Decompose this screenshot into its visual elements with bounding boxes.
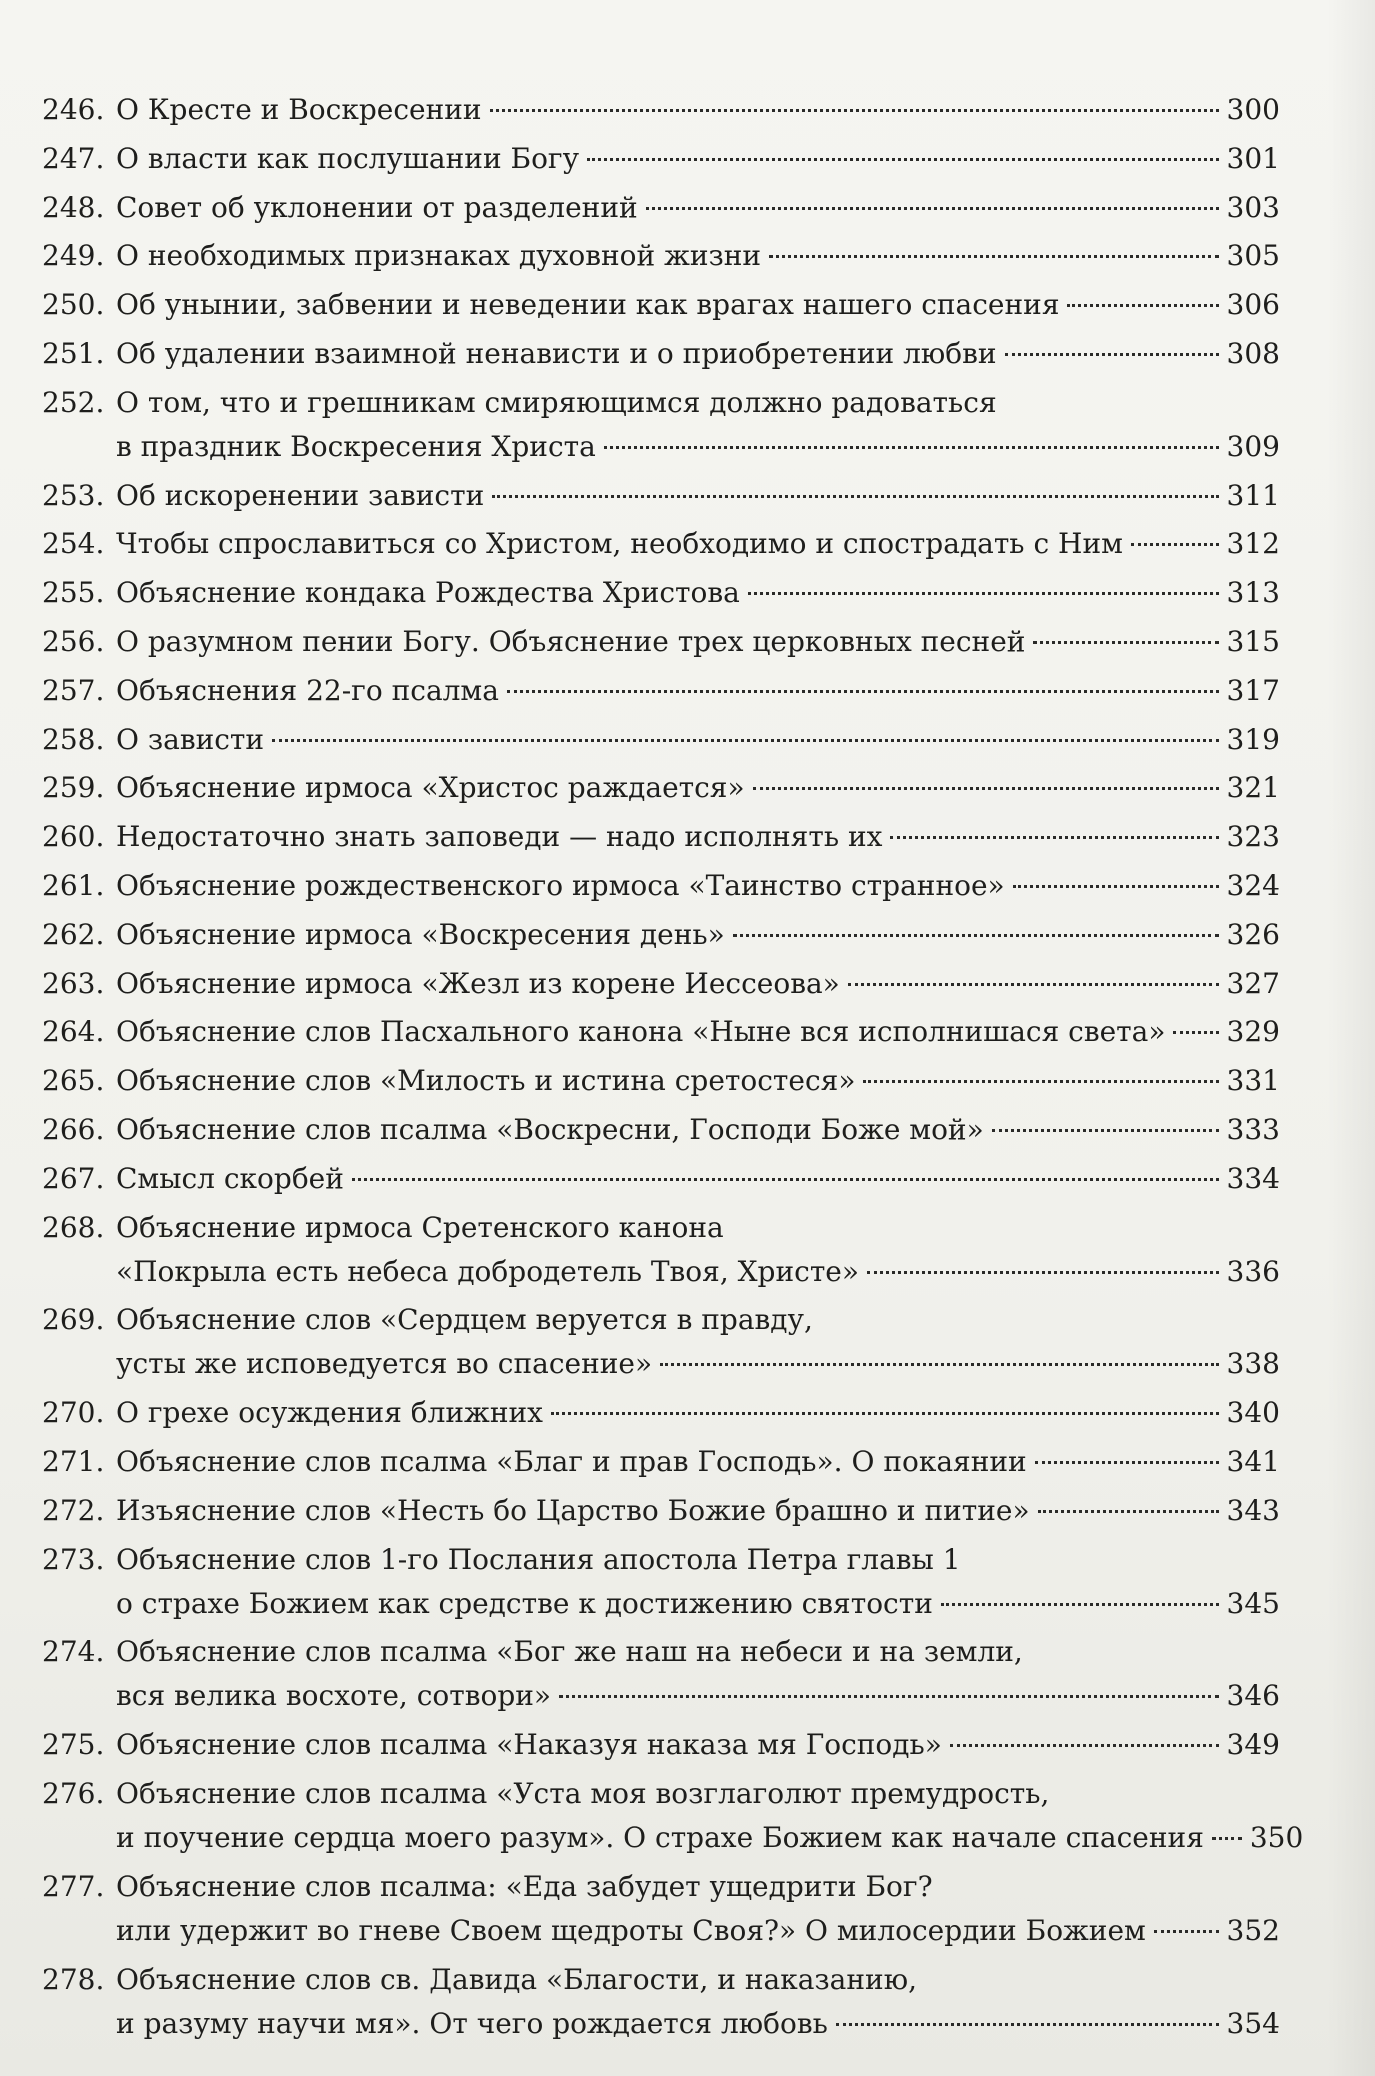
entry-page-number: 305 [1226, 239, 1280, 273]
entry-body [102, 669, 1280, 713]
entry-number: 259. [42, 771, 105, 805]
toc-entry [42, 620, 1280, 664]
entry-title-line: О власти как послушании Богу [116, 141, 580, 175]
entry-page-number: 311 [1226, 478, 1280, 512]
entry-title-line: «Покрыла есть небеса добродетель Твоя, Христе» [116, 1254, 860, 1288]
entry-body [102, 137, 1280, 181]
dot-leader [867, 1271, 1219, 1274]
entry-title-line: О грехе осуждения ближних [116, 1396, 543, 1430]
dot-leader [748, 592, 1219, 595]
toc-entry [42, 1538, 1280, 1626]
entry-body [102, 1865, 1280, 1953]
dot-leader [551, 1412, 1219, 1415]
toc-entry [42, 1958, 1280, 2046]
entry-title-line: Объяснение кондака Рождества Христова [116, 576, 740, 610]
entry-number: 277. [42, 1869, 105, 1903]
entry-body [102, 1059, 1280, 1103]
entry-page-number: 350 [1249, 1820, 1304, 1854]
entry-last-line [116, 620, 1280, 664]
entry-number: 261. [42, 868, 105, 902]
entry-body [102, 1440, 1280, 1484]
dot-leader [1033, 641, 1218, 644]
entry-title-line: Недостаточно знать заповеди — надо исполнять их [116, 820, 883, 854]
toc-entry [42, 815, 1280, 859]
entry-page-number: 349 [1226, 1728, 1280, 1762]
entry-last-line [116, 186, 1280, 230]
toc-entry [42, 1391, 1280, 1435]
entry-number: 262. [42, 917, 105, 951]
entry-last-line [116, 522, 1280, 566]
entry-number: 272. [42, 1493, 105, 1527]
entry-title-line: Об искоренении зависти [116, 478, 485, 512]
entry-page-number: 306 [1226, 288, 1280, 322]
dot-leader [890, 836, 1218, 839]
entry-body [102, 381, 1280, 469]
entry-page-number: 354 [1226, 2006, 1280, 2040]
dot-leader [1212, 1837, 1242, 1840]
entry-body [102, 474, 1280, 518]
entry-body [102, 186, 1280, 230]
entry-body [102, 1206, 1280, 1294]
entry-number: 269. [42, 1303, 105, 1337]
entry-body [102, 1958, 1280, 2046]
entry-title-line: Объяснение слов «Милость и истина сретостеся» [116, 1064, 856, 1098]
entry-number: 268. [42, 1210, 105, 1244]
toc-entry [42, 571, 1280, 615]
entry-number: 260. [42, 820, 105, 854]
entry-number: 266. [42, 1112, 105, 1146]
entry-body [102, 1723, 1280, 1767]
entry-title-line: Объяснения 22-го псалма [116, 673, 499, 707]
dot-leader [863, 1080, 1218, 1083]
entry-title-line: Объяснение ирмоса Сретенского канона [116, 1210, 724, 1244]
entry-page-number: 341 [1226, 1444, 1280, 1478]
entry-page-number: 321 [1226, 771, 1280, 805]
dot-leader [848, 983, 1219, 986]
dot-leader [490, 109, 1219, 112]
entry-number: 252. [42, 385, 105, 419]
entry-last-line [116, 1674, 1280, 1718]
toc-entry [42, 1489, 1280, 1533]
entry-page-number: 346 [1226, 1679, 1280, 1713]
entry-page-number: 336 [1226, 1254, 1280, 1288]
entry-title-line: Объяснение ирмоса «Воскресения день» [116, 917, 725, 951]
entry-last-line [116, 1059, 1280, 1103]
entry-title-line: Объяснение слов псалма «Уста моя возглаголют премудрость, [116, 1776, 1050, 1810]
entry-number: 263. [42, 966, 105, 1000]
dot-leader [1005, 353, 1219, 356]
toc-entry [42, 381, 1280, 469]
toc-entry [42, 1630, 1280, 1718]
entry-number: 273. [42, 1542, 105, 1576]
toc-entry [42, 522, 1280, 566]
entry-body [102, 1391, 1280, 1435]
entry-number: 257. [42, 673, 105, 707]
dot-leader [941, 1603, 1219, 1606]
entry-body [102, 1772, 1304, 1860]
toc-entry [42, 1059, 1280, 1103]
entry-title-line: Объяснение слов «Сердцем веруется в правду, [116, 1303, 813, 1337]
entry-last-line [116, 962, 1280, 1006]
entry-body [102, 522, 1280, 566]
toc-entry [42, 913, 1280, 957]
entry-last-line [116, 1489, 1280, 1533]
toc-entry [42, 1723, 1280, 1767]
entry-title-line: в праздник Воскресения Христа [116, 429, 596, 463]
dot-leader [507, 690, 1219, 693]
entry-body [102, 913, 1280, 957]
entry-page-number: 308 [1226, 336, 1280, 370]
entry-last-line [116, 2002, 1280, 2046]
table-of-contents [42, 88, 1304, 2050]
entry-title-line: или удержит во гневе Своем щедроты Своя?» О милосердии Божием [116, 1913, 1146, 1947]
entry-number: 274. [42, 1635, 105, 1669]
entry-body [102, 1010, 1280, 1054]
entry-title-line: Об удалении взаимной ненависти и о приобретении любви [116, 336, 997, 370]
entry-body [102, 1298, 1280, 1386]
dot-leader [559, 1695, 1218, 1698]
entry-number: 270. [42, 1396, 105, 1430]
entry-title-line: Изъяснение слов «Несть бо Царство Божие брашно и питие» [116, 1493, 1030, 1527]
entry-last-line [116, 864, 1280, 908]
entry-last-line [116, 1108, 1280, 1152]
dot-leader [1131, 543, 1219, 546]
toc-entry [42, 137, 1280, 181]
entry-body [102, 1489, 1280, 1533]
entry-title-line: усты же исповедуется во спасение» [116, 1347, 653, 1381]
toc-entry [42, 186, 1280, 230]
entry-last-line [116, 332, 1280, 376]
toc-entry [42, 718, 1280, 762]
entry-title-line: о страхе Божием как средстве к достижению святости [116, 1586, 933, 1620]
entry-title-line: и поучение сердца моего разум». О страхе Божием как начале спасения [116, 1820, 1204, 1854]
entry-title-line: О том, что и грешникам смиряющимся должно радоваться [116, 385, 997, 419]
entry-page-number: 352 [1226, 1913, 1280, 1947]
entry-body [102, 571, 1280, 615]
entry-last-line [116, 234, 1280, 278]
page-edge-shadow [1327, 0, 1375, 2076]
entry-title-line: Объяснение слов Пасхального канона «Ныне вся исполнишася света» [116, 1015, 1166, 1049]
entry-last-line [116, 1440, 1280, 1484]
entry-title-line: Объяснение слов св. Давида «Благости, и наказанию, [116, 1962, 917, 1996]
entry-number: 264. [42, 1015, 105, 1049]
toc-entry [42, 474, 1280, 518]
entry-last-line [116, 88, 1280, 132]
entry-body [102, 620, 1280, 664]
entry-title-line: О разумном пении Богу. Объяснение трех церковных песней [116, 624, 1026, 658]
entry-page-number: 329 [1226, 1015, 1280, 1049]
dot-leader [660, 1363, 1218, 1366]
toc-entry [42, 1298, 1280, 1386]
toc-entry [42, 1108, 1280, 1152]
entry-title-line: О Кресте и Воскресении [116, 93, 482, 126]
toc-entry [42, 1010, 1280, 1054]
entry-page-number: 327 [1226, 966, 1280, 1000]
toc-entry [42, 1440, 1280, 1484]
entry-number: 251. [42, 336, 105, 370]
entry-body [102, 864, 1280, 908]
entry-title-line: Совет об уклонении от разделений [116, 190, 638, 224]
dot-leader [1038, 1510, 1219, 1513]
dot-leader [587, 158, 1218, 161]
entry-body [102, 766, 1280, 810]
entry-title-line: Объяснение слов 1-го Послания апостола Петра главы 1 [116, 1542, 961, 1576]
toc-entry [42, 864, 1280, 908]
entry-body [102, 332, 1280, 376]
entry-last-line [116, 1909, 1280, 1953]
entry-body [102, 88, 1280, 132]
entry-number: 276. [42, 1776, 105, 1810]
entry-last-line [116, 1250, 1280, 1294]
entry-body [102, 718, 1280, 762]
entry-body [102, 962, 1280, 1006]
entry-title-line: Смысл скорбей [116, 1161, 344, 1195]
entry-page-number: 309 [1226, 429, 1280, 463]
dot-leader [1173, 1031, 1218, 1034]
entry-last-line [116, 1157, 1280, 1201]
entry-title-line: Объяснение рождественского ирмоса «Таинство странное» [116, 868, 1005, 902]
entry-body [102, 234, 1280, 278]
entry-title-line: и разуму научи мя». От чего рождается любовь [116, 2006, 828, 2040]
toc-entry [42, 283, 1280, 327]
entry-body [102, 815, 1280, 859]
entry-number: 265. [42, 1064, 105, 1098]
toc-entry [42, 669, 1280, 713]
entry-page-number: 334 [1226, 1161, 1280, 1195]
entry-last-line [116, 283, 1280, 327]
entry-page-number: 315 [1226, 624, 1280, 658]
entry-number: 248. [42, 190, 105, 224]
dot-leader [1067, 304, 1218, 307]
entry-body [102, 1630, 1280, 1718]
dot-leader [836, 2023, 1219, 2026]
entry-last-line [116, 137, 1280, 181]
entry-page-number: 312 [1226, 527, 1280, 561]
dot-leader [352, 1178, 1219, 1181]
dot-leader [950, 1744, 1219, 1747]
entry-title-line: Чтобы спрославиться со Христом, необходимо и спострадать с Ним [116, 527, 1123, 561]
entry-title-line: О зависти [116, 722, 265, 756]
entry-number: 258. [42, 722, 105, 756]
toc-entry [42, 234, 1280, 278]
entry-last-line [116, 1723, 1280, 1767]
entry-number: 256. [42, 624, 105, 658]
entry-page-number: 317 [1226, 673, 1280, 707]
entry-page-number: 324 [1226, 868, 1280, 902]
entry-body [102, 1538, 1280, 1626]
dot-leader [1013, 885, 1219, 888]
entry-title-line: О необходимых признаках духовной жизни [116, 239, 762, 273]
toc-entry [42, 1772, 1304, 1860]
entry-number: 255. [42, 576, 105, 610]
entry-last-line [116, 1010, 1280, 1054]
entry-last-line [116, 718, 1280, 762]
entry-title-line: Объяснение ирмоса «Жезл из корене Иессеова» [116, 966, 840, 1000]
entry-title-line: вся велика восхоте, сотвори» [116, 1679, 552, 1713]
entry-number: 253. [42, 478, 105, 512]
entry-title-line: Объяснение слов псалма «Наказуя наказа мя Господь» [116, 1728, 942, 1762]
toc-entry [42, 332, 1280, 376]
entry-number: 271. [42, 1444, 105, 1478]
entry-number: 249. [42, 239, 105, 273]
dot-leader [646, 207, 1219, 210]
entry-page-number: 319 [1226, 722, 1280, 756]
entry-last-line [116, 913, 1280, 957]
toc-entry [42, 88, 1280, 132]
entry-last-line [116, 1816, 1304, 1860]
toc-entry [42, 962, 1280, 1006]
entry-title-line: Объяснение слов псалма «Благ и прав Господь». О покаянии [116, 1444, 1027, 1478]
entry-page-number: 323 [1226, 820, 1280, 854]
dot-leader [1154, 1930, 1219, 1933]
entry-title-line: Объяснение слов псалма «Воскресни, Господи Боже мой» [116, 1112, 984, 1146]
entry-page-number: 345 [1226, 1586, 1280, 1620]
entry-last-line [116, 425, 1280, 469]
entry-last-line [116, 669, 1280, 713]
entry-number: 278. [42, 1962, 105, 1996]
entry-page-number: 343 [1226, 1493, 1280, 1527]
entry-last-line [116, 815, 1280, 859]
entry-number: 254. [42, 527, 105, 561]
dot-leader [1035, 1461, 1219, 1464]
entry-number: 275. [42, 1728, 105, 1762]
entry-page-number: 313 [1226, 576, 1280, 610]
entry-page-number: 301 [1226, 141, 1280, 175]
entry-page-number: 333 [1226, 1112, 1280, 1146]
entry-title-line: Объяснение ирмоса «Христос раждается» [116, 771, 745, 805]
entry-last-line [116, 1391, 1280, 1435]
entry-last-line [116, 766, 1280, 810]
entry-title-line: Объяснение слов псалма: «Еда забудет ущедрити Бог? [116, 1869, 933, 1903]
toc-entry [42, 1206, 1280, 1294]
entry-title-line: Об унынии, забвении и неведении как врагах нашего спасения [116, 288, 1060, 322]
entry-title-line: Объяснение слов псалма «Бог же наш на небеси и на земли, [116, 1635, 1023, 1669]
toc-entry [42, 1157, 1280, 1201]
entry-number: 247. [42, 141, 105, 175]
entry-page-number: 303 [1226, 190, 1280, 224]
dot-leader [769, 255, 1218, 258]
entry-page-number: 326 [1226, 917, 1280, 951]
entry-last-line [116, 571, 1280, 615]
entry-body [102, 1157, 1280, 1201]
dot-leader [492, 495, 1218, 498]
entry-body [102, 283, 1280, 327]
entry-last-line [116, 1582, 1280, 1626]
dot-leader [272, 739, 1218, 742]
entry-number: 246. [42, 93, 105, 126]
entry-last-line [116, 474, 1280, 518]
dot-leader [992, 1129, 1219, 1132]
entry-page-number: 300 [1226, 93, 1280, 126]
toc-entry [42, 766, 1280, 810]
dot-leader [733, 934, 1219, 937]
dot-leader [604, 446, 1219, 449]
entry-number: 250. [42, 288, 105, 322]
entry-body [102, 1108, 1280, 1152]
entry-page-number: 338 [1226, 1347, 1280, 1381]
dot-leader [753, 787, 1219, 790]
entry-number: 267. [42, 1161, 105, 1195]
toc-entry [42, 1865, 1280, 1953]
entry-page-number: 331 [1226, 1064, 1280, 1098]
entry-last-line [116, 1342, 1280, 1386]
entry-page-number: 340 [1226, 1396, 1280, 1430]
